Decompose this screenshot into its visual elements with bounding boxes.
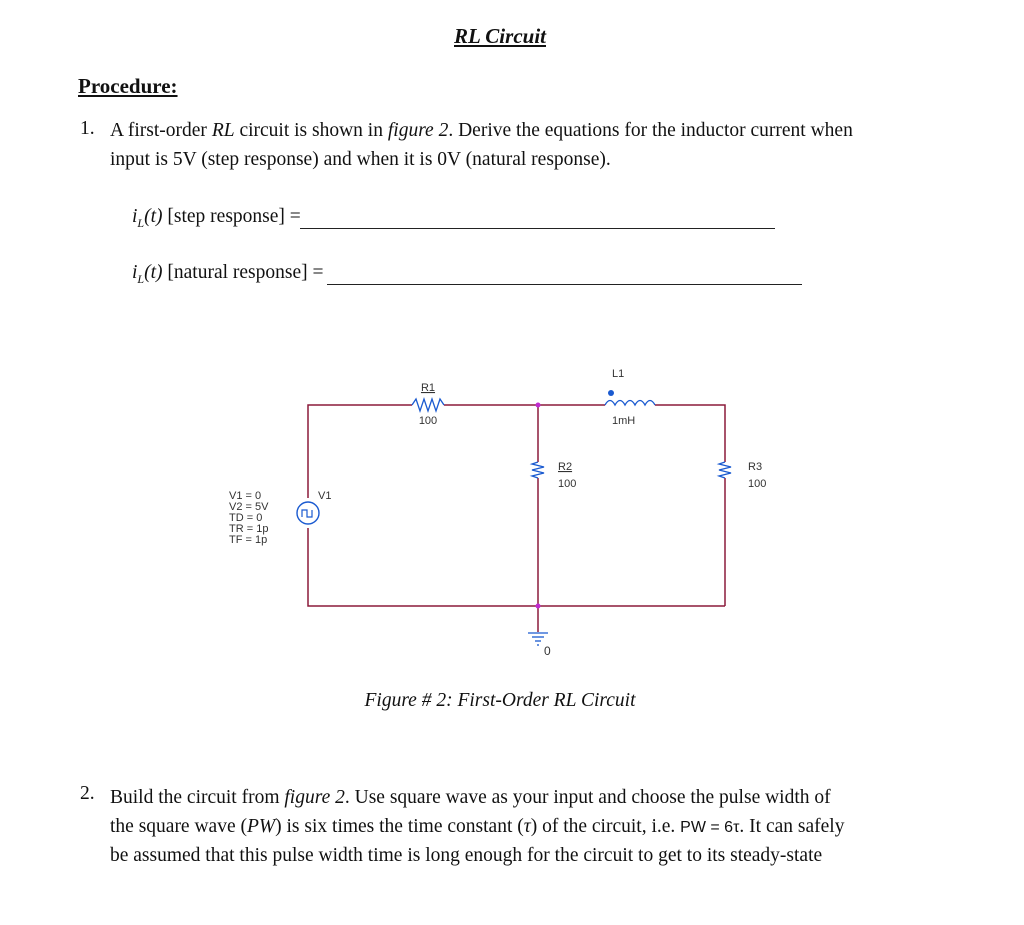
v1-param-4: TR = 1p	[229, 523, 269, 535]
r3-value: 100	[748, 478, 767, 490]
voltage-source-v1	[297, 502, 319, 524]
item-1-number: 1.	[80, 118, 95, 139]
r2-value: 100	[558, 478, 577, 490]
r1-value: 100	[418, 415, 438, 427]
resistor-r3	[719, 462, 731, 478]
resistor-r2	[532, 462, 544, 478]
v1-param-1: V1 = 0	[229, 490, 262, 502]
v1-param-3: TD = 0	[229, 512, 263, 524]
r1-name: R1	[420, 382, 436, 394]
step-response-label: $i_L(t)$ [step response] =	[132, 206, 301, 230]
item-2-line-2: the square wave (PW) is six times the time constant (τ) of the circuit, i.e. PW = 6τ. It can safely	[110, 816, 845, 837]
r2-name: R2	[558, 461, 573, 473]
wire-top-right	[655, 405, 725, 462]
item-2-line-3: be assumed that this pulse width time is long enough for the circuit to get to its steady-state	[110, 845, 823, 866]
inductor-dot	[608, 390, 614, 396]
circuit-wires	[308, 405, 725, 632]
natural-response-label: $i_L(t)$ [natural response] =	[132, 262, 324, 286]
wire-bottom	[308, 528, 725, 606]
wire-left-top	[308, 405, 412, 498]
item-2-line-1: Build the circuit from figure 2. Use square wave as your input and choose the pulse width of	[110, 787, 831, 808]
l1-name: L1	[612, 368, 625, 380]
resistor-r1	[412, 399, 444, 411]
v1-param-2: V2 = 5V	[229, 501, 269, 513]
square-wave-icon	[302, 510, 312, 517]
item-2-number: 2.	[80, 783, 95, 804]
node-bottom	[536, 604, 541, 609]
item-1-line-2: input is 5V (step response) and when it is 0V (natural response).	[110, 149, 611, 170]
procedure-heading: Procedure:	[78, 74, 178, 98]
node-top	[536, 403, 541, 408]
figure-caption: Figure # 2: First-Order RL Circuit	[364, 690, 636, 711]
v1-name: V1	[318, 490, 332, 502]
v1-param-5: TF = 1p	[229, 534, 268, 546]
item-1-line-1: A first-order RL circuit is shown in figure 2. Derive the equations for the inductor current when	[110, 120, 853, 141]
r3-name: R3	[748, 461, 763, 473]
page-title: RL Circuit	[454, 24, 546, 48]
l1-value: 1mH	[612, 415, 636, 427]
inductor-l1	[605, 401, 655, 406]
ground-label: 0	[544, 644, 551, 658]
